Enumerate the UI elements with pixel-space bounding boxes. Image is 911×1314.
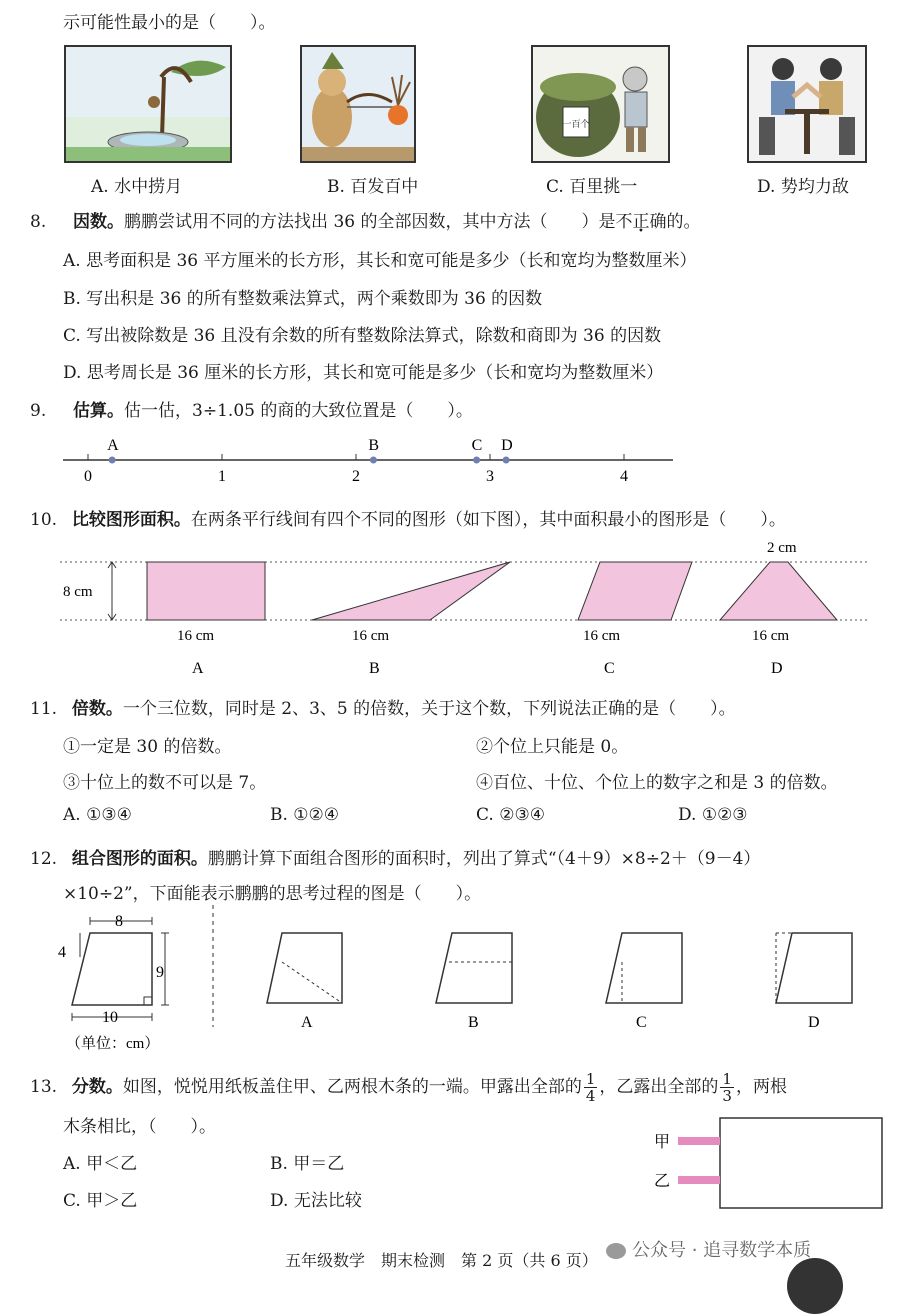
q11-statement-3: ③十位上的数不可以是 7。 — [63, 773, 267, 793]
height-label: 8 cm — [63, 584, 93, 600]
q13-stem-b: ，乙露出全部的 — [599, 1077, 719, 1097]
q11-statement-2: ②个位上只能是 0。 — [476, 737, 629, 757]
unit-label: （单位：cm） — [66, 1036, 160, 1052]
q11-option-b[interactable]: B. ①②④ — [270, 805, 340, 825]
q8-number: 8. — [30, 212, 47, 232]
q8-option-c[interactable]: C. 写出被除数是 36 且没有余数的所有整数除法算式，除数和商即为 36 的因数 — [63, 326, 662, 346]
tick-label: 2 — [352, 468, 360, 485]
watermark: 公众号 · 追寻数学本质 — [606, 1236, 811, 1262]
shape-label-a: A — [192, 660, 204, 677]
q13-stem-a: 如图，悦悦用纸板盖住甲、乙两根木条的一端。甲露出全部的 — [122, 1077, 582, 1097]
point-b — [370, 457, 377, 464]
point-a — [109, 457, 116, 464]
dim-top: 8 — [115, 913, 123, 930]
tick-label: 0 — [84, 468, 92, 485]
q9-stem-text: 估一估，3÷1.05 的商的大致位置是（ ）。 — [124, 401, 473, 421]
q12-stem-line1 — [30, 844, 760, 869]
q11-option-c[interactable]: C. ②③④ — [476, 805, 545, 825]
sign-text: 一百个 — [562, 119, 590, 129]
shape-d — [720, 562, 837, 620]
shape-label-c: C — [604, 660, 615, 677]
q7-intro: 示可能性最小的是（ ）。 — [63, 13, 276, 33]
q10-stem — [30, 505, 786, 530]
option-b-label: B — [468, 1014, 479, 1031]
q7-option-a[interactable]: A. 水中捞月 — [91, 177, 183, 197]
q10-number: 10. — [30, 510, 58, 530]
stick-jia — [678, 1137, 720, 1145]
q11-option-a[interactable]: A. ①③④ — [63, 805, 132, 825]
watermark-avatar — [787, 1258, 843, 1314]
tick-label: 1 — [218, 468, 226, 485]
q8-title: 因数。 — [73, 212, 125, 232]
dim-left: 4 — [58, 944, 66, 961]
shape-a — [147, 562, 265, 620]
q12-number: 12. — [30, 849, 58, 869]
point-label-d: D — [501, 437, 513, 454]
q13-option-b[interactable]: B. 甲＝乙 — [270, 1154, 345, 1174]
point-label-b: B — [368, 437, 380, 454]
dim-right: 9 — [156, 964, 164, 981]
q11-statement-4: ④百位、十位、个位上的数字之和是 3 的倍数。 — [476, 773, 838, 793]
option-b-shape — [436, 933, 512, 1003]
stick-label-yi: 乙 — [654, 1173, 671, 1190]
q7-option-c[interactable]: C. 百里挑一 — [546, 177, 638, 197]
shape-label-d: D — [771, 660, 783, 677]
q7-option-d[interactable]: D. 势均力敌 — [757, 177, 849, 197]
q8-stem — [30, 207, 701, 232]
stick-yi — [678, 1176, 720, 1184]
q12-stem-text-1: 鹏鹏计算下面组合图形的面积时，列出了算式“（4＋9）×8÷2＋（9－4） — [207, 849, 761, 869]
q13-option-c[interactable]: C. 甲＞乙 — [63, 1191, 138, 1211]
option-a-label: A — [301, 1014, 313, 1031]
picture-arm-wrestling — [747, 45, 867, 163]
q8-option-a[interactable]: A. 思考面积是 36 平方厘米的长方形，其长和宽可能是多少（长和宽均为整数厘米） — [63, 251, 697, 271]
q11-statement-1: ①一定是 30 的倍数。 — [63, 737, 232, 757]
q9-title: 估算。 — [73, 401, 125, 421]
dim-bottom: 10 — [102, 1009, 118, 1026]
shape-b — [312, 562, 510, 620]
q8-emphasis: 不正确 — [615, 212, 667, 232]
q8-stem-a: 鹏鹏尝试用不同的方法找出 36 的全部因数，其中方法（ ）是 — [124, 212, 616, 232]
option-c-shape — [606, 933, 682, 1003]
q12-stem-line2: ×10÷2”，下面能表示鹏鹏的思考过程的图是（ ）。 — [63, 884, 482, 904]
base-label-a: 16 cm — [177, 628, 215, 644]
fraction-one-third: $\frac{1}{3}$ — [722, 1070, 732, 1105]
q8-stem-b: 的。 — [666, 212, 701, 232]
shape-label-b: B — [369, 660, 380, 677]
top-label: 2 cm — [767, 540, 797, 556]
q10-stem-text: 在两条平行线间有四个不同的图形（如下图），其中面积最小的图形是（ ）。 — [190, 510, 786, 530]
base-label-b: 16 cm — [352, 628, 390, 644]
base-label-c: 16 cm — [583, 628, 621, 644]
q12-figure — [50, 905, 880, 1055]
picture-archer-cat — [300, 45, 416, 163]
picture-hundred-pick — [531, 45, 670, 163]
q13-sticks-figure — [650, 1112, 890, 1212]
option-a-shape — [267, 933, 342, 1003]
composite-shape — [72, 933, 152, 1005]
q13-option-a[interactable]: A. 甲＜乙 — [63, 1154, 138, 1174]
q8-option-d[interactable]: D. 思考周长是 36 厘米的长方形，其长和宽可能是多少（长和宽均为整数厘米） — [63, 363, 664, 383]
tick-label: 4 — [620, 468, 628, 485]
q9-number: 9. — [30, 401, 47, 421]
q7-option-b[interactable]: B. 百发百中 — [327, 177, 419, 197]
q10-figure — [55, 535, 875, 685]
fraction-one-quarter: $\frac{1}{4}$ — [585, 1070, 596, 1105]
q13-title: 分数。 — [71, 1077, 123, 1097]
point-c — [473, 457, 480, 464]
q11-stem — [30, 694, 736, 719]
q13-stem-line1 — [30, 1071, 787, 1104]
point-d — [503, 457, 510, 464]
wechat-icon — [606, 1243, 626, 1259]
q13-option-d[interactable]: D. 无法比较 — [270, 1191, 362, 1211]
tick-label: 3 — [486, 468, 494, 485]
q9-number-line — [55, 428, 680, 490]
q9-stem — [30, 396, 473, 421]
q12-title: 组合图形的面积。 — [71, 849, 208, 869]
point-label-c: C — [471, 437, 483, 454]
shape-c — [578, 562, 692, 620]
page-footer: 五年级数学 期末检测 第 2 页（共 6 页） — [285, 1251, 598, 1270]
option-d-shape — [776, 933, 852, 1003]
q13-stem-c: ，两根 — [735, 1077, 787, 1097]
base-label-d: 16 cm — [752, 628, 790, 644]
picture-water-moon — [64, 45, 232, 163]
q11-number: 11. — [30, 699, 58, 719]
q11-stem-text: 一个三位数，同时是 2、3、5 的倍数，关于这个数，下列说法正确的是（ ）。 — [122, 699, 736, 719]
option-d-label: D — [808, 1014, 820, 1031]
cardboard — [720, 1118, 882, 1208]
q8-option-b[interactable]: B. 写出积是 36 的所有整数乘法算式，两个乘数即为 36 的因数 — [63, 289, 543, 309]
stick-label-jia: 甲 — [654, 1134, 671, 1151]
q11-option-d[interactable]: D. ①②③ — [678, 805, 748, 825]
q13-stem-line2: 木条相比，（ ）。 — [63, 1117, 216, 1137]
point-label-a: A — [107, 437, 119, 454]
q10-title: 比较图形面积。 — [71, 510, 191, 530]
option-c-label: C — [636, 1014, 647, 1031]
q11-title: 倍数。 — [71, 699, 123, 719]
q13-number: 13. — [30, 1077, 58, 1097]
